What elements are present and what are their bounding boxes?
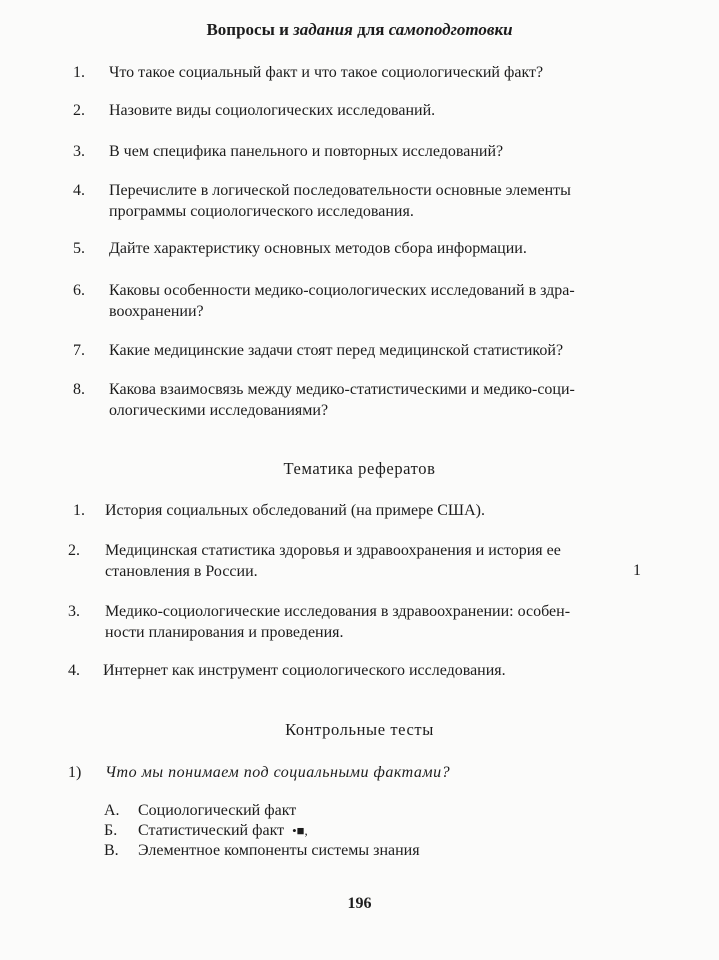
topic-text-line-1: Медико-социологические исследования в здравоохранении: особен- [105,603,571,620]
question-number: 3. [73,143,85,160]
question-text-line-1: Каковы особенности медико-социологических исследований в здра- [109,282,575,299]
question-number: 6. [73,282,85,299]
heading-part-3: для [352,20,389,39]
topic-number: 4. [68,662,80,679]
topic-number: 2. [68,542,80,559]
question-text: Назовите виды социологических исследований. [109,102,436,119]
topic-text-line-2: ности планирования и проведения. [105,624,344,641]
topic-text-line-1: Медицинская статистика здоровья и здравоохранения и история ее [105,542,561,559]
test-question-number: 1) [68,764,82,781]
topic-text-line-2: становления в России. [105,563,258,580]
question-text: Какие медицинские задачи стоят перед медицинской статистикой? [109,342,564,359]
option-text: Социологический факт [138,802,297,819]
stray-mark: 1 [633,562,641,579]
option-text: Статистический факт [138,822,285,839]
section-heading-self-study [0,20,719,40]
topic-text: Интернет как инструмент социологического исследования. [103,662,506,679]
option-letter: Б. [104,822,118,839]
question-text: Дайте характеристику основных методов сбора информации. [109,240,527,257]
question-text-line-1: Перечислите в логической последовательности основные элементы [109,182,571,199]
topic-number: 3. [68,603,80,620]
test-question-text: Что мы понимаем под социальными фактами? [105,764,451,781]
heading-part-4: самоподготовки [388,20,513,39]
section-title-topics: Тематика рефератов [283,459,436,478]
option-letter: А. [104,802,120,819]
question-number: 4. [73,182,85,199]
option-letter: В. [104,842,119,859]
question-number: 8. [73,381,85,398]
heading-part-2: задания [293,20,353,39]
question-text-line-2: воохранении? [109,303,204,320]
question-text: Что такое социальный факт и что такое социологический факт? [109,64,544,81]
heading-part-1: Вопросы и [206,20,294,39]
topic-number: 1. [73,502,85,519]
question-text-line-2: программы социологического исследования. [109,203,414,220]
question-number: 2. [73,102,85,119]
page-number: 196 [347,895,372,912]
option-text: Элементное компоненты системы знания [138,842,420,859]
question-text-line-1: Какова взаимосвязь между медико-статистическими и медико-соци- [109,381,575,398]
stray-print-mark: •■, [292,823,308,838]
section-title-tests: Контрольные тесты [285,720,434,739]
question-number: 1. [73,64,85,81]
question-number: 5. [73,240,85,257]
question-text: В чем специфика панельного и повторных исследований? [109,143,504,160]
question-text-line-2: ологическими исследованиями? [109,402,329,419]
question-number: 7. [73,342,85,359]
topic-text: История социальных обследований (на примере США). [105,502,485,519]
